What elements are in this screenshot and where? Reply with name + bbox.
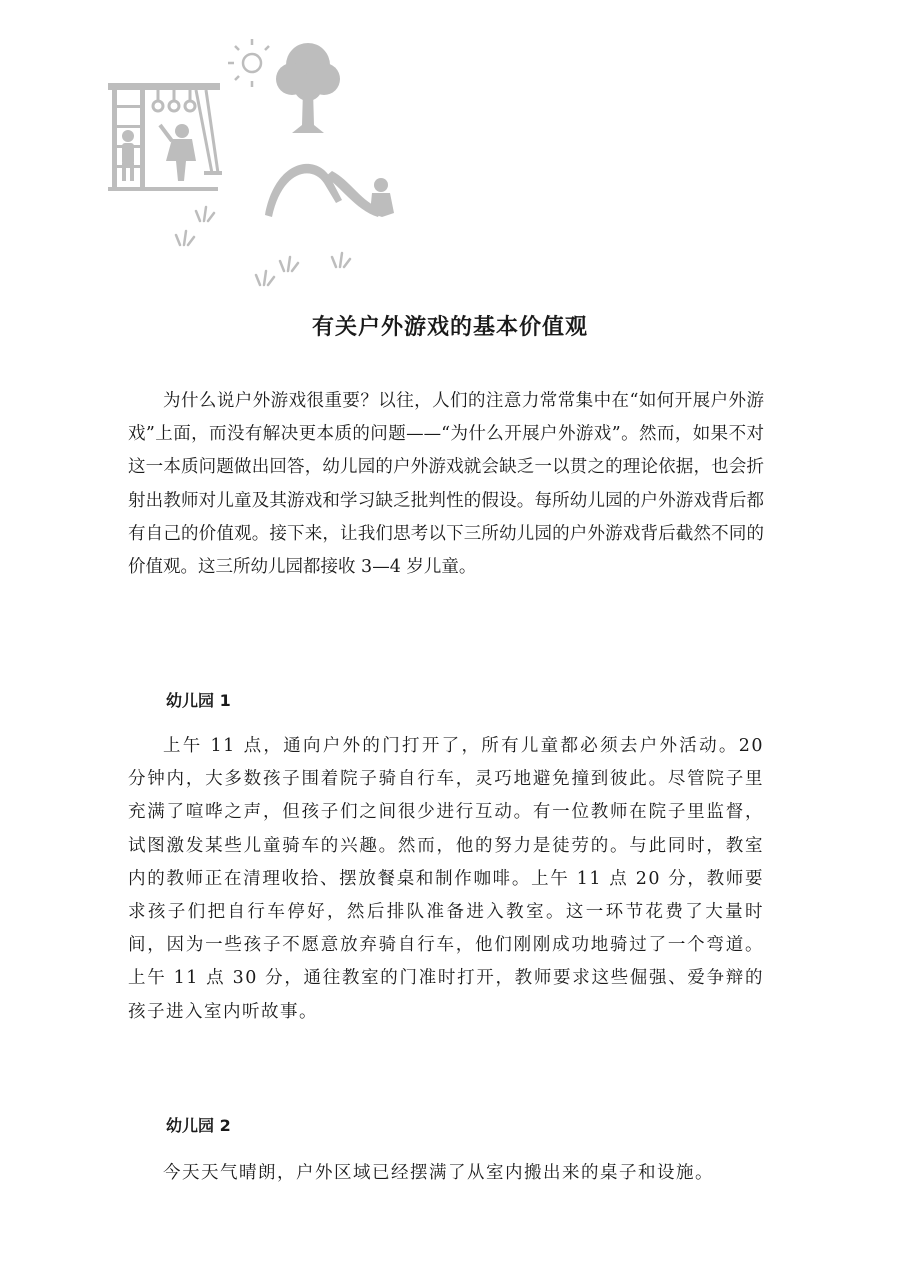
climbing-frame-bar <box>108 83 220 90</box>
section-heading: 幼儿园 2 <box>166 1116 231 1135</box>
page-title: 有关户外游戏的基本价值观 <box>311 315 588 340</box>
child-figure <box>374 178 388 192</box>
section-paragraph: 上午 11 点，通向户外的门打开了，所有儿童都必须去户外活动。20 分钟内，大多数孩子围着院子骑自行车，灵巧地避免撞到彼此。尽管院子里充满了喧哗之声，但孩子们之间很少进行互动。有一位教师在院子里监督，试图激发某些儿童骑车的兴趣。然而，他的努力是徒劳的。与此同时，教室内的教师正在清理收拾、摆放餐桌和制作咖啡。上午 11 点 20 分，教师要求孩子们把自行车停好，然后排队准备进入教室。这一环节花费了大量时间，因为一些孩子不愿意放弃骑自行车，他们刚刚成功地骑过了一个弯道。上午 11 点 30 分，通往教室的门准时打开，教师要求这些倔强、爱争辩的孩子进入室内听故事。 <box>128 736 764 1022</box>
intro-paragraph: 为什么说户外游戏很重要？以往，人们的注意力常常集中在“如何开展户外游戏”上面，而没有解决更本质的问题——“为什么开展户外游戏”。然而，如果不对这一本质问题做出回答，幼儿园的户外游戏就会缺乏一以贯之的理论依据，也会折射出教师对儿童及其游戏和学习缺乏批判性的假设。每所幼儿园的户外游戏背后都有自己的价值观。接下来，让我们思考以下三所幼儿园的户外游戏背后截然不同的价值观。这三所幼儿园都接收 3—4 岁儿童。 <box>128 391 764 578</box>
section-paragraph: 今天天气晴朗，户外区域已经摆满了从室内搬出来的桌子和设施。 <box>163 1163 714 1183</box>
playground-illustration <box>100 35 410 295</box>
tree-icon <box>276 43 340 133</box>
section-heading: 幼儿园 1 <box>166 691 231 710</box>
slide-icon <box>265 164 382 217</box>
child-figure <box>175 124 189 138</box>
frame-base <box>108 187 218 191</box>
sun-icon <box>228 39 269 87</box>
grass-icon <box>176 207 350 285</box>
child-figure <box>122 130 134 142</box>
